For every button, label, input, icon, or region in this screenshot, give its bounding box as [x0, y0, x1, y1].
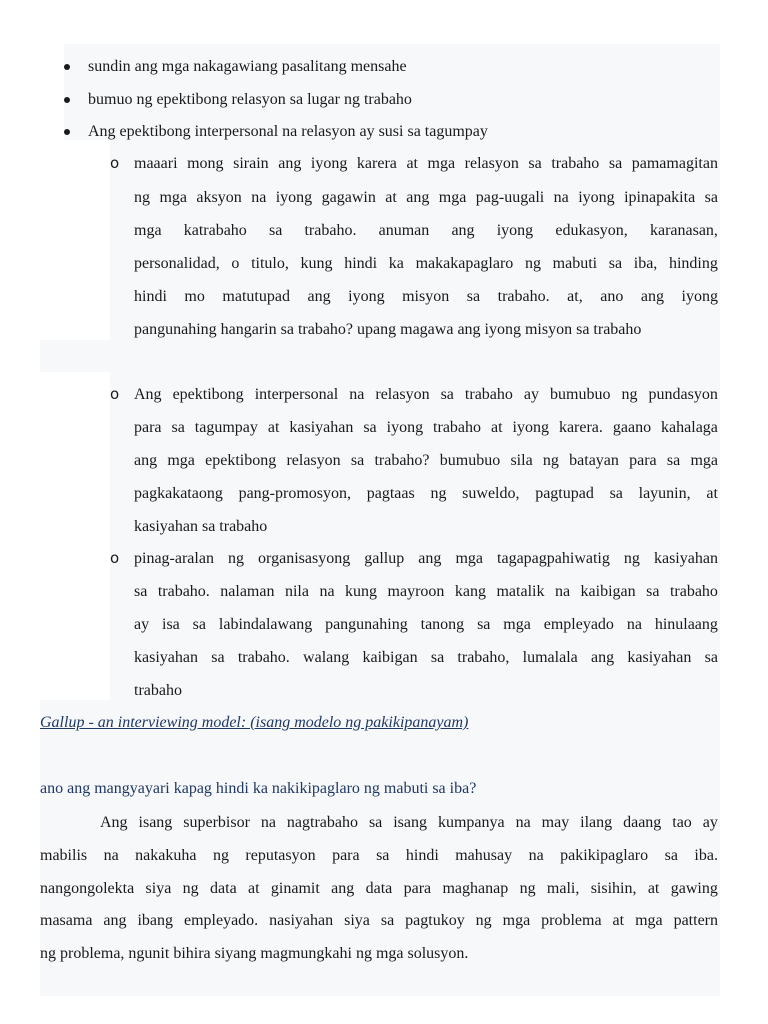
paragraph-line: mabilis na nakakuha ng reputasyon para sa hindi mahusay na pakikipaglaro sa iba.: [40, 847, 718, 864]
sub-bullet-marker: o: [110, 549, 120, 567]
paragraph-line: masama ang ibang empleyado. nasiyahan siya sa pagtukoy ng mga problema at mga pattern: [40, 912, 718, 929]
bullet-item: sundin ang mga nakagawiang pasalitang mensahe: [88, 58, 407, 75]
sub-bullet-line: hindi mo matutupad ang iyong misyon sa trabaho. at, ano ang iyong: [134, 288, 718, 305]
sub-bullet-line: trabaho: [134, 682, 182, 699]
sub-bullet-line: sa trabaho. nalaman nila na kung mayroon kang matalik na kaibigan sa trabaho: [134, 583, 718, 600]
sub-bullet-line: ay isa sa labindalawang pangunahing tanong sa mga empleyado na hinulaang: [134, 616, 718, 633]
sub-bullet-line: personalidad, o titulo, kung hindi ka makakapaglaro ng mabuti sa iba, hinding: [134, 255, 718, 272]
sub-bullet-marker: o: [110, 385, 120, 403]
paragraph-line: Ang isang superbisor na nagtrabaho sa isang kumpanya na may ilang daang tao ay: [100, 814, 718, 831]
sub-bullet-line: ng mga aksyon na iyong gagawin at ang mga pag-uugali na iyong ipinapakita sa: [134, 189, 718, 206]
sub-bullet-line: ang mga epektibong relasyon sa trabaho? bumubuo sila ng batayan para sa mga: [134, 452, 718, 469]
bullet-marker: [64, 129, 70, 135]
section-heading-link[interactable]: Gallup - an interviewing model: (isang modelo ng pakikipanayam): [40, 714, 469, 731]
sub-bullet-line: para sa tagumpay at kasiyahan sa iyong trabaho at iyong karera. gaano kahalaga: [134, 419, 718, 436]
sub-bullet-line: maaari mong sirain ang iyong karera at mga relasyon sa trabaho sa pamamagitan: [134, 155, 718, 172]
sub-bullet-line: kasiyahan sa trabaho. walang kaibigan sa trabaho, lumalala ang kasiyahan sa: [134, 649, 718, 666]
bullet-marker: [64, 97, 70, 103]
bullet-marker: [64, 64, 70, 70]
sub-bullet-line: Ang epektibong interpersonal na relasyon sa trabaho ay bumubuo ng pundasyon: [134, 386, 718, 403]
sub-bullet-marker: o: [110, 154, 120, 172]
paragraph-line: nangongolekta siya ng data at ginamit ang data para maghanap ng mali, sisihin, at gawing: [40, 880, 718, 897]
bullet-item: Ang epektibong interpersonal na relasyon ay susi sa tagumpay: [88, 123, 488, 140]
sub-bullet-line: pangunahing hangarin sa trabaho? upang magawa ang iyong misyon sa trabaho: [134, 321, 642, 338]
bullet-item: bumuo ng epektibong relasyon sa lugar ng trabaho: [88, 91, 412, 108]
sub-bullet-line: pagkakataong pang-promosyon, pagtaas ng suweldo, pagtupad sa layunin, at: [134, 485, 718, 502]
section-question: ano ang mangyayari kapag hindi ka nakikipaglaro ng mabuti sa iba?: [40, 780, 477, 797]
paragraph-line: ng problema, ngunit bihira siyang magmungkahi ng mga solusyon.: [40, 945, 469, 962]
sub-bullet-line: mga katrabaho sa trabaho. anuman ang iyong edukasyon, karanasan,: [134, 222, 718, 239]
sub-bullet-line: pinag-aralan ng organisasyong gallup ang mga tagapagpahiwatig ng kasiyahan: [134, 550, 718, 567]
sub-bullet-line: kasiyahan sa trabaho: [134, 518, 268, 535]
